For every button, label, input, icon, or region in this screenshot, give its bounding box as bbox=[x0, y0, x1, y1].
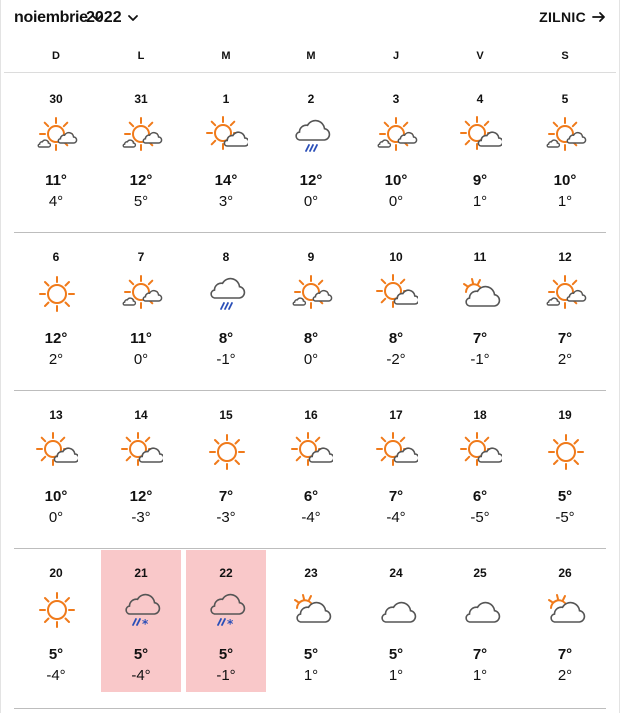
temp-low: 0° bbox=[133, 351, 149, 368]
temp-high: 12° bbox=[299, 172, 323, 189]
week-divider bbox=[14, 708, 606, 709]
temp-high: 12° bbox=[129, 172, 153, 189]
temp-low: -1° bbox=[216, 667, 236, 684]
temp-low: -5° bbox=[470, 509, 490, 526]
weekday-label: D bbox=[52, 50, 60, 62]
weekday-label: J bbox=[392, 50, 400, 62]
day-number: 20 bbox=[49, 566, 63, 580]
day-cell[interactable] bbox=[440, 234, 520, 376]
temp-low: 2° bbox=[557, 667, 573, 684]
temp-high: 7° bbox=[388, 488, 404, 505]
day-cell[interactable] bbox=[16, 392, 96, 534]
day-cell[interactable] bbox=[440, 76, 520, 218]
day-cell[interactable] bbox=[186, 234, 266, 376]
weekday-label: V bbox=[476, 50, 484, 62]
day-number: 5 bbox=[561, 92, 569, 106]
cloudy-sun-icon bbox=[545, 590, 587, 630]
day-cell[interactable] bbox=[525, 392, 605, 534]
temp-high: 5° bbox=[388, 646, 404, 663]
temp-low: -5° bbox=[555, 509, 575, 526]
day-number: 23 bbox=[304, 566, 318, 580]
chevron-down-icon bbox=[126, 11, 140, 25]
day-cell[interactable] bbox=[525, 550, 605, 692]
day-number: 8 bbox=[222, 250, 230, 264]
temp-low: 4° bbox=[48, 193, 64, 210]
daily-view-link[interactable] bbox=[539, 9, 606, 25]
day-cell[interactable] bbox=[271, 76, 351, 218]
sun-cloud-icon bbox=[376, 274, 418, 314]
daily-view-label: ZILNIC bbox=[539, 9, 586, 25]
temp-low: -4° bbox=[301, 509, 321, 526]
day-number: 10 bbox=[389, 250, 403, 264]
temp-low: -2° bbox=[386, 351, 406, 368]
temp-low: 0° bbox=[388, 193, 404, 210]
temp-high: 10° bbox=[553, 172, 577, 189]
weekday-label: M bbox=[306, 50, 316, 62]
day-cell[interactable] bbox=[271, 550, 351, 692]
temp-low: 0° bbox=[48, 509, 64, 526]
week-divider bbox=[14, 548, 606, 549]
temp-high: 5° bbox=[557, 488, 573, 505]
temp-low: -4° bbox=[131, 667, 151, 684]
day-number: 13 bbox=[49, 408, 63, 422]
sun-cloud-icon bbox=[376, 432, 418, 472]
sun-cloud-icon bbox=[460, 116, 502, 156]
sun-cloud-small-icon bbox=[545, 116, 587, 156]
temp-high: 11° bbox=[45, 172, 67, 189]
temp-low: 1° bbox=[557, 193, 573, 210]
sun-cloud-small-icon bbox=[545, 274, 587, 314]
temp-low: -1° bbox=[470, 351, 490, 368]
temp-low: 1° bbox=[388, 667, 404, 684]
temp-low: -4° bbox=[386, 509, 406, 526]
temp-low: 0° bbox=[303, 351, 319, 368]
temp-low: 2° bbox=[557, 351, 573, 368]
day-cell[interactable] bbox=[101, 392, 181, 534]
arrow-right-icon bbox=[592, 10, 606, 24]
day-number: 15 bbox=[219, 408, 233, 422]
day-cell[interactable] bbox=[271, 392, 351, 534]
day-number: 24 bbox=[389, 566, 403, 580]
day-number: 30 bbox=[49, 92, 63, 106]
temp-low: -1° bbox=[216, 351, 236, 368]
week-divider bbox=[14, 232, 606, 233]
day-number: 4 bbox=[476, 92, 484, 106]
temp-low: -3° bbox=[216, 509, 236, 526]
sleet-icon bbox=[121, 590, 163, 630]
day-number: 31 bbox=[134, 92, 148, 106]
cloudy-sun-icon bbox=[460, 274, 502, 314]
day-number: 9 bbox=[307, 250, 315, 264]
temp-low: 1° bbox=[303, 667, 319, 684]
year-dropdown[interactable] bbox=[86, 9, 140, 27]
sun-cloud-icon bbox=[36, 432, 78, 472]
day-cell[interactable] bbox=[356, 76, 436, 218]
svg-text:*: * bbox=[142, 617, 149, 630]
day-number: 6 bbox=[52, 250, 60, 264]
day-number: 16 bbox=[304, 408, 318, 422]
day-number: 14 bbox=[134, 408, 148, 422]
sun-icon bbox=[206, 432, 248, 472]
week-divider bbox=[14, 390, 606, 391]
temp-high: 8° bbox=[388, 330, 404, 347]
sun-cloud-icon bbox=[291, 432, 333, 472]
temp-low: 2° bbox=[48, 351, 64, 368]
temp-low: 1° bbox=[472, 667, 488, 684]
temp-high: 5° bbox=[303, 646, 319, 663]
day-cell[interactable] bbox=[16, 550, 96, 692]
temp-high: 6° bbox=[303, 488, 319, 505]
temp-high: 5° bbox=[218, 646, 234, 663]
temp-high: 7° bbox=[557, 330, 573, 347]
day-number: 26 bbox=[558, 566, 572, 580]
day-number: 19 bbox=[558, 408, 572, 422]
sun-cloud-small-icon bbox=[291, 274, 333, 314]
temp-low: 1° bbox=[472, 193, 488, 210]
sun-cloud-small-icon bbox=[121, 274, 163, 314]
temp-high: 5° bbox=[133, 646, 149, 663]
cloud-icon bbox=[460, 590, 502, 630]
day-cell[interactable] bbox=[440, 392, 520, 534]
temp-high: 10° bbox=[384, 172, 408, 189]
temp-low: 3° bbox=[218, 193, 234, 210]
cloudy-sun-icon bbox=[291, 590, 333, 630]
temp-low: -4° bbox=[46, 667, 66, 684]
day-number: 21 bbox=[134, 566, 148, 580]
sleet-icon bbox=[206, 590, 248, 630]
weekday-label: M bbox=[221, 50, 231, 62]
day-cell[interactable] bbox=[356, 392, 436, 534]
temp-high: 11° bbox=[130, 330, 152, 347]
day-number: 3 bbox=[392, 92, 400, 106]
calendar-header bbox=[0, 0, 620, 38]
temp-high: 12° bbox=[44, 330, 68, 347]
temp-high: 12° bbox=[129, 488, 153, 505]
rain-icon bbox=[206, 274, 248, 314]
day-number: 12 bbox=[558, 250, 572, 264]
day-cell-highlighted[interactable] bbox=[186, 550, 266, 692]
temp-high: 14° bbox=[214, 172, 238, 189]
day-cell-highlighted[interactable] bbox=[101, 550, 181, 692]
rain-icon bbox=[291, 116, 333, 156]
sun-cloud-small-icon bbox=[121, 116, 163, 156]
temp-high: 7° bbox=[557, 646, 573, 663]
temp-high: 5° bbox=[48, 646, 64, 663]
day-cell[interactable] bbox=[101, 76, 181, 218]
day-cell[interactable] bbox=[440, 550, 520, 692]
day-cell[interactable] bbox=[525, 76, 605, 218]
svg-text:*: * bbox=[227, 617, 234, 630]
temp-low: 5° bbox=[133, 193, 149, 210]
day-number: 1 bbox=[222, 92, 230, 106]
header-divider bbox=[4, 72, 616, 73]
sun-cloud-icon bbox=[121, 432, 163, 472]
year-label: 2022 bbox=[86, 9, 122, 26]
weekday-label: S bbox=[561, 50, 569, 62]
day-cell[interactable] bbox=[186, 392, 266, 534]
temp-high: 7° bbox=[218, 488, 234, 505]
cloud-icon bbox=[376, 590, 418, 630]
sun-icon bbox=[545, 432, 587, 472]
day-number: 25 bbox=[473, 566, 487, 580]
temp-high: 6° bbox=[472, 488, 488, 505]
sun-icon bbox=[36, 274, 78, 314]
day-number: 2 bbox=[307, 92, 315, 106]
day-number: 17 bbox=[389, 408, 403, 422]
day-number: 7 bbox=[137, 250, 145, 264]
temp-high: 10° bbox=[44, 488, 68, 505]
temp-high: 8° bbox=[218, 330, 234, 347]
day-cell[interactable] bbox=[356, 550, 436, 692]
sun-cloud-icon bbox=[460, 432, 502, 472]
day-cell[interactable] bbox=[101, 234, 181, 376]
temp-low: -3° bbox=[131, 509, 151, 526]
day-cell[interactable] bbox=[186, 76, 266, 218]
weekday-label: L bbox=[137, 50, 145, 62]
day-number: 11 bbox=[473, 250, 487, 264]
temp-high: 7° bbox=[472, 330, 488, 347]
temp-high: 9° bbox=[472, 172, 488, 189]
day-number: 18 bbox=[473, 408, 487, 422]
day-number: 22 bbox=[219, 566, 233, 580]
sun-cloud-small-icon bbox=[36, 116, 78, 156]
day-cell[interactable] bbox=[525, 234, 605, 376]
day-cell[interactable] bbox=[16, 76, 96, 218]
month-label: noiembrie bbox=[14, 9, 88, 26]
day-cell[interactable] bbox=[271, 234, 351, 376]
temp-low: 0° bbox=[303, 193, 319, 210]
day-cell[interactable] bbox=[16, 234, 96, 376]
temp-high: 8° bbox=[303, 330, 319, 347]
sun-cloud-icon bbox=[206, 116, 248, 156]
day-cell[interactable] bbox=[356, 234, 436, 376]
temp-high: 7° bbox=[472, 646, 488, 663]
sun-cloud-small-icon bbox=[376, 116, 418, 156]
sun-icon bbox=[36, 590, 78, 630]
